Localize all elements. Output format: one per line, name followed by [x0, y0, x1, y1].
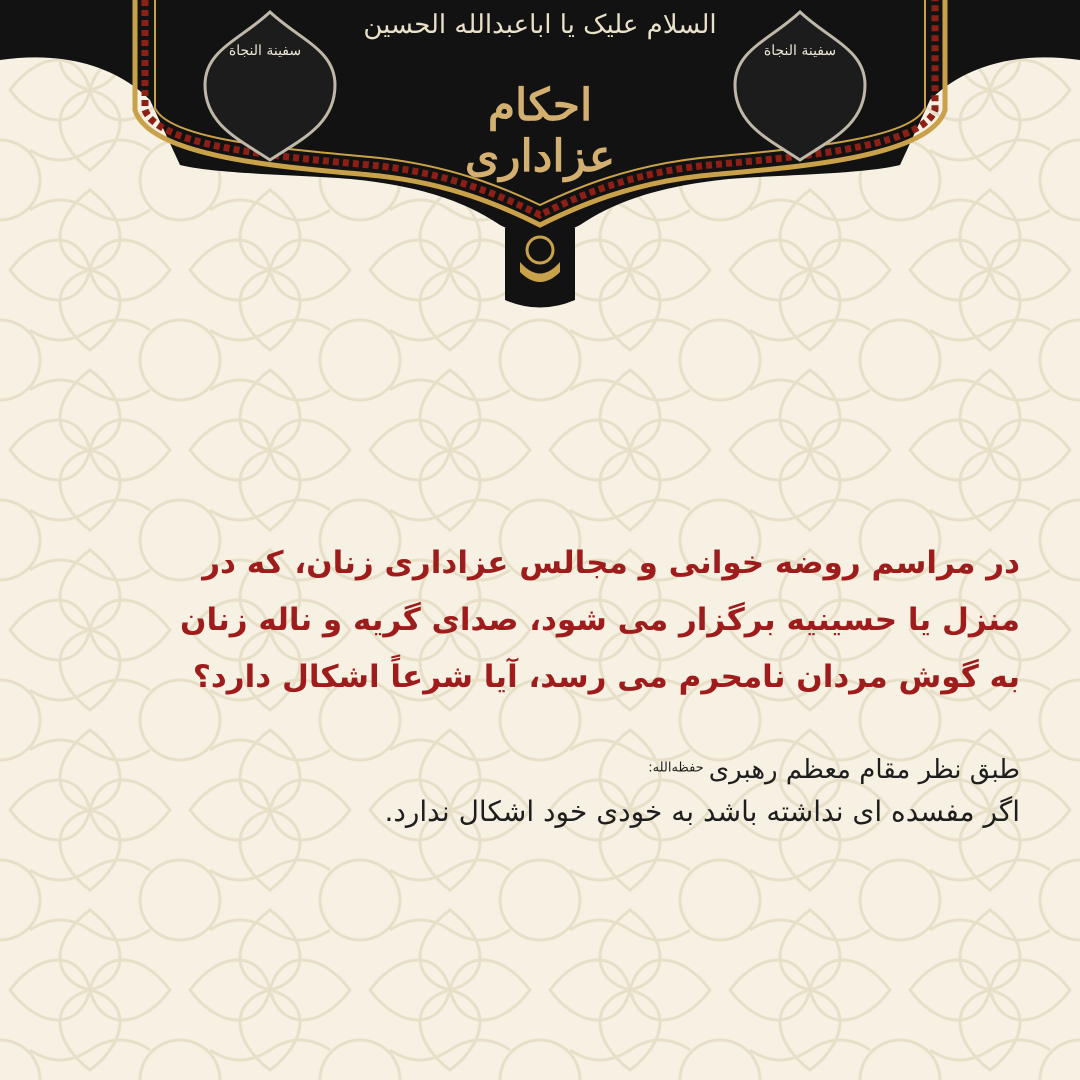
answer-text: اگر مفسده ای نداشته باشد به خودی خود اشکال ندارد.: [384, 795, 1020, 828]
question-text: [120, 535, 1020, 706]
reference-text: طبق نظر مقام معظم رهبری: [708, 755, 1020, 785]
question-line: به گوش مردان نامحرم می رسد، آیا شرعاً اشکال دارد؟: [192, 659, 1020, 695]
salutation-calligraphy: السلام علیک یا اباعبدالله الحسین: [363, 10, 717, 40]
reference-honorific: حفظه‌الله:: [648, 760, 704, 776]
reference-line: [120, 755, 1020, 785]
question-line: منزل یا حسینیه برگزار می شود، صدای گریه و ناله زنان: [180, 602, 1020, 638]
medallion-left-text: سفینة النجاة: [228, 43, 302, 59]
medallion-right-text: سفینة النجاة: [763, 43, 837, 59]
answer-block: [120, 755, 1020, 828]
question-line: در مراسم روضه خوانی و مجالس عزاداری زنان، که در: [202, 545, 1020, 581]
mourning-rulings-calligraphy: احکام عزاداری: [464, 80, 616, 182]
